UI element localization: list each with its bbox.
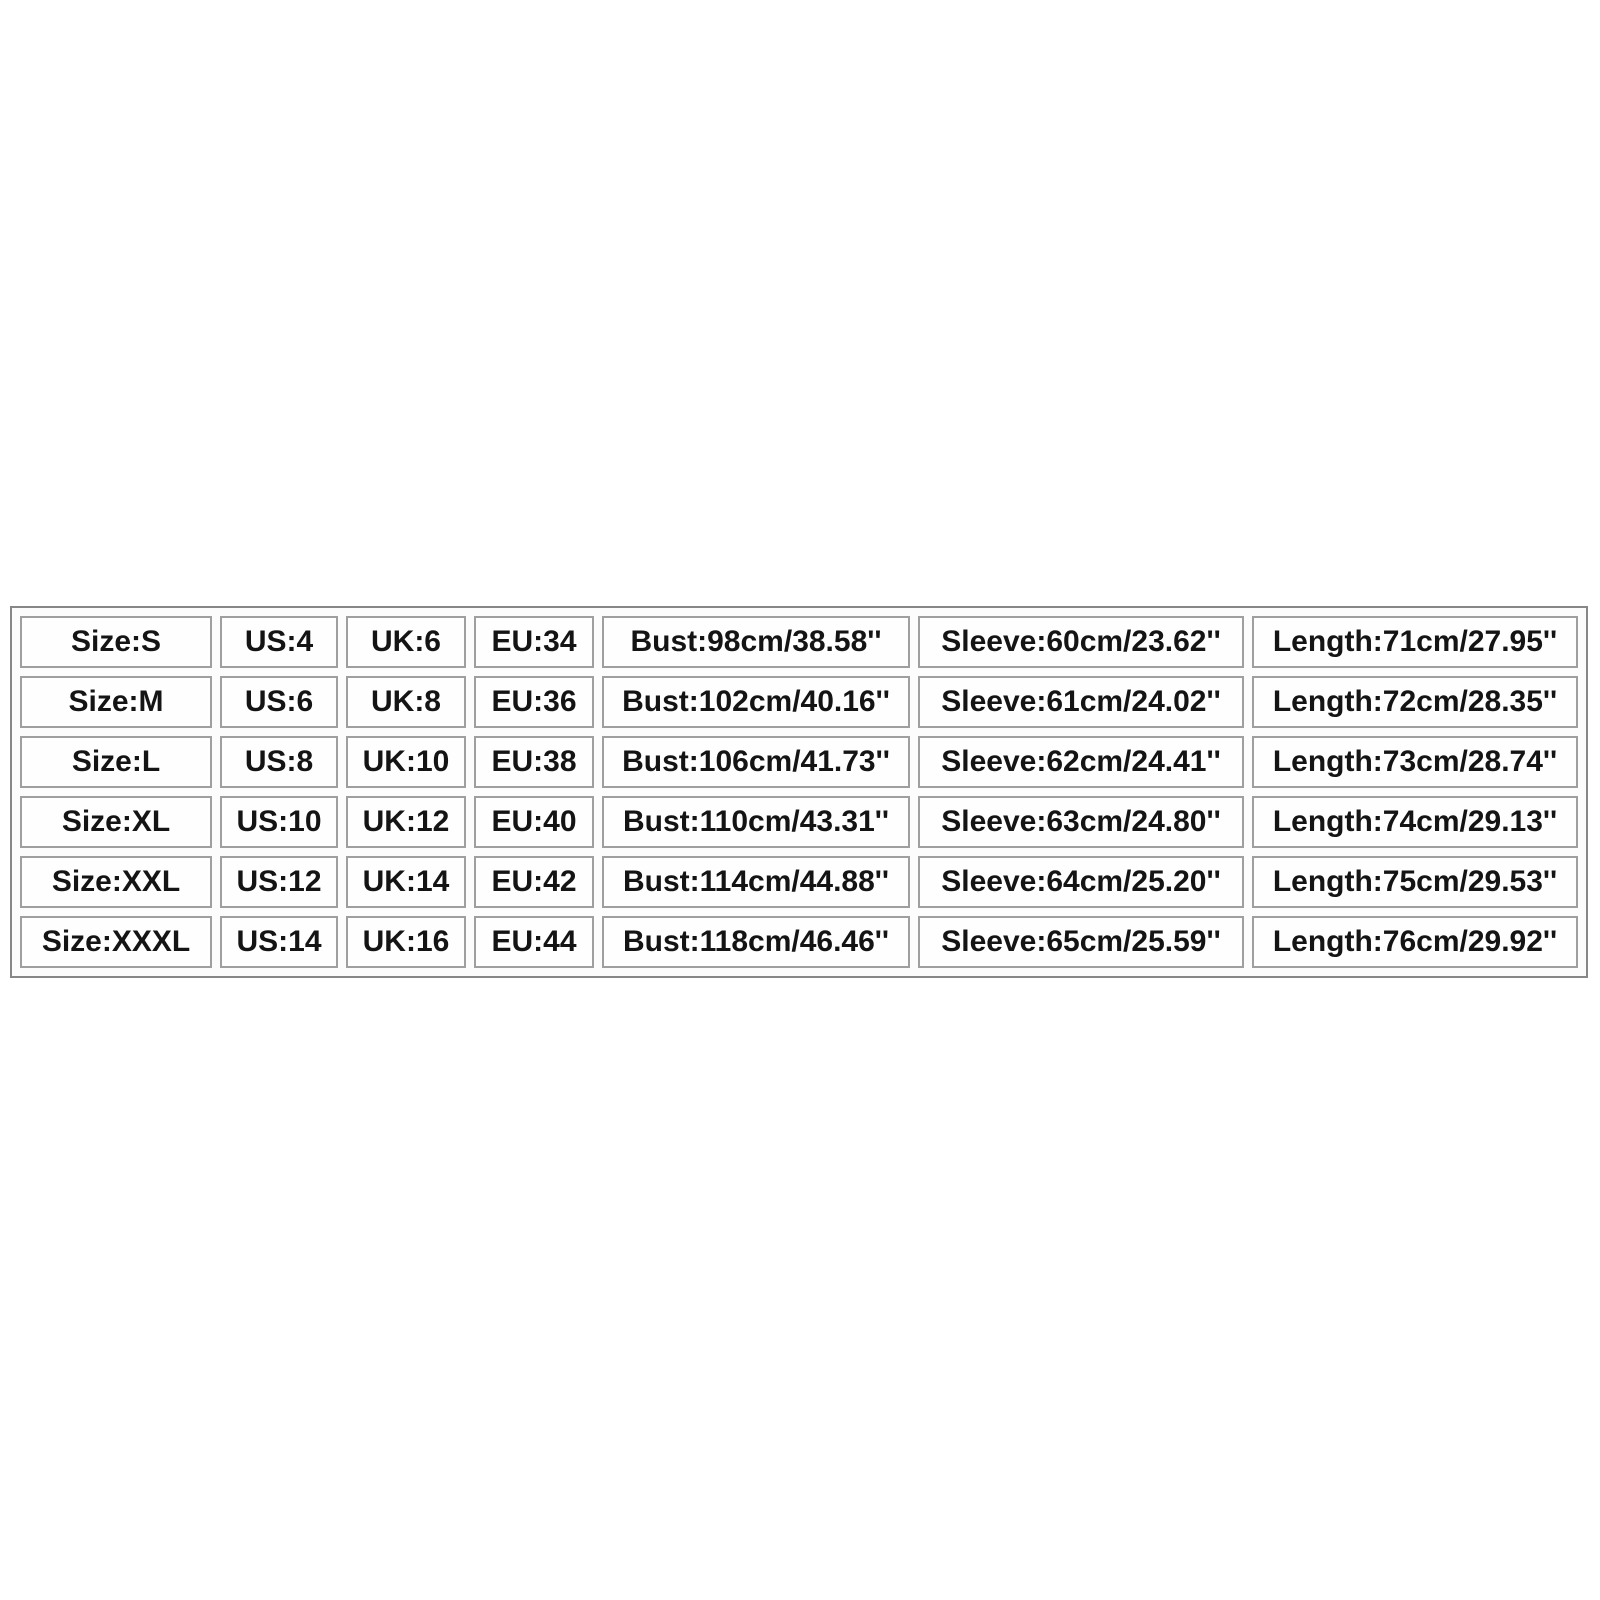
cell-uk: UK:10 [346, 736, 466, 788]
cell-length: Length:71cm/27.95'' [1252, 616, 1578, 668]
table-row [20, 616, 1578, 668]
table-row [20, 676, 1578, 728]
cell-sleeve: Sleeve:60cm/23.62'' [918, 616, 1244, 668]
cell-uk: UK:12 [346, 796, 466, 848]
cell-eu: EU:36 [474, 676, 594, 728]
cell-uk: UK:16 [346, 916, 466, 968]
cell-bust: Bust:102cm/40.16'' [602, 676, 910, 728]
cell-length: Length:75cm/29.53'' [1252, 856, 1578, 908]
cell-sleeve: Sleeve:61cm/24.02'' [918, 676, 1244, 728]
cell-us: US:10 [220, 796, 338, 848]
cell-sleeve: Sleeve:63cm/24.80'' [918, 796, 1244, 848]
cell-sleeve: Sleeve:62cm/24.41'' [918, 736, 1244, 788]
cell-size: Size:XL [20, 796, 212, 848]
size-chart-table [10, 606, 1588, 978]
cell-eu: EU:42 [474, 856, 594, 908]
cell-sleeve: Sleeve:65cm/25.59'' [918, 916, 1244, 968]
cell-bust: Bust:110cm/43.31'' [602, 796, 910, 848]
cell-uk: UK:14 [346, 856, 466, 908]
table-row [20, 916, 1578, 968]
cell-eu: EU:38 [474, 736, 594, 788]
cell-us: US:14 [220, 916, 338, 968]
cell-sleeve: Sleeve:64cm/25.20'' [918, 856, 1244, 908]
cell-size: Size:M [20, 676, 212, 728]
cell-us: US:4 [220, 616, 338, 668]
cell-eu: EU:34 [474, 616, 594, 668]
cell-size: Size:S [20, 616, 212, 668]
cell-bust: Bust:114cm/44.88'' [602, 856, 910, 908]
cell-bust: Bust:118cm/46.46'' [602, 916, 910, 968]
size-chart-rows [20, 616, 1578, 968]
cell-us: US:12 [220, 856, 338, 908]
table-row [20, 736, 1578, 788]
cell-us: US:6 [220, 676, 338, 728]
cell-bust: Bust:98cm/38.58'' [602, 616, 910, 668]
cell-length: Length:73cm/28.74'' [1252, 736, 1578, 788]
table-row [20, 856, 1578, 908]
cell-size: Size:L [20, 736, 212, 788]
cell-eu: EU:40 [474, 796, 594, 848]
cell-us: US:8 [220, 736, 338, 788]
cell-eu: EU:44 [474, 916, 594, 968]
cell-size: Size:XXXL [20, 916, 212, 968]
table-row [20, 796, 1578, 848]
cell-length: Length:76cm/29.92'' [1252, 916, 1578, 968]
cell-uk: UK:8 [346, 676, 466, 728]
cell-bust: Bust:106cm/41.73'' [602, 736, 910, 788]
cell-size: Size:XXL [20, 856, 212, 908]
cell-length: Length:74cm/29.13'' [1252, 796, 1578, 848]
cell-length: Length:72cm/28.35'' [1252, 676, 1578, 728]
cell-uk: UK:6 [346, 616, 466, 668]
